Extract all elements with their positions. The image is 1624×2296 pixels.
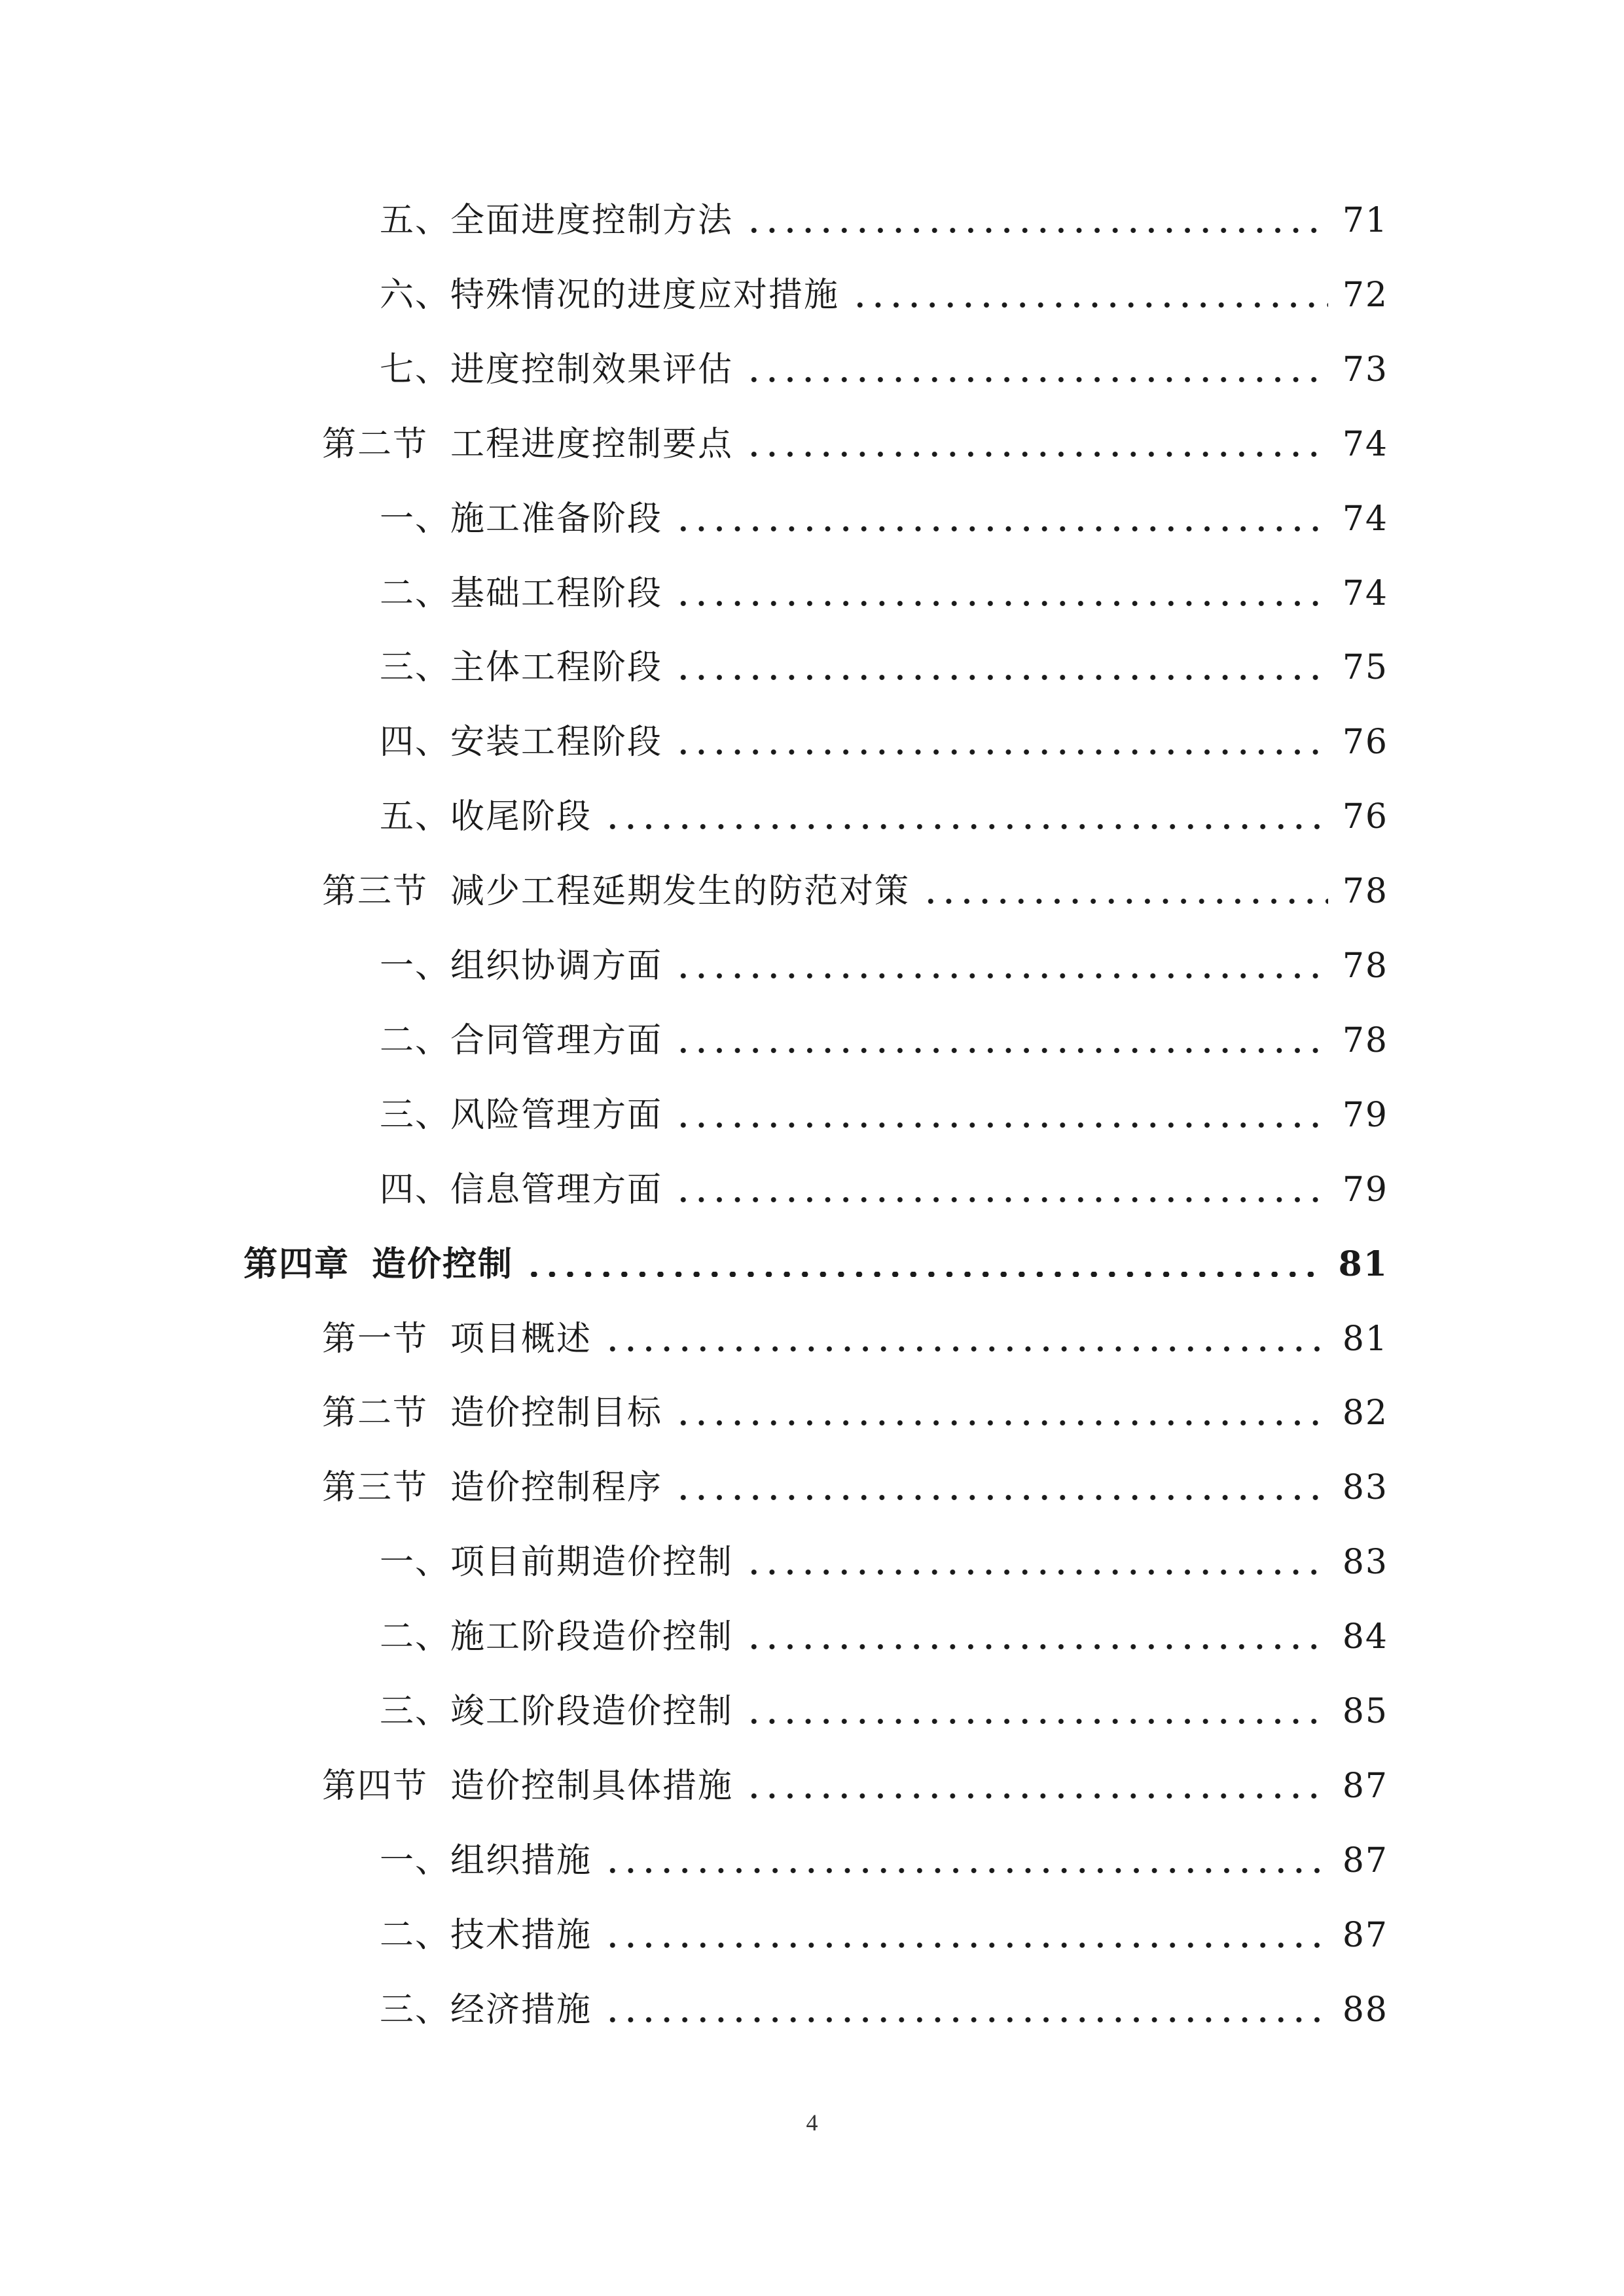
toc-entry[interactable]	[380, 1160, 1388, 1219]
page-number: 4	[806, 2109, 818, 2136]
dot-leader	[604, 824, 1328, 829]
toc-entry-page-number: 84	[1342, 1617, 1388, 1657]
toc-entry-prefix: 第四节	[322, 1767, 429, 1806]
toc-entry-title: 项目前期造价控制	[450, 1543, 734, 1582]
dot-leader	[674, 601, 1328, 606]
toc-entry-prefix: 二、	[380, 574, 451, 613]
dot-leader	[604, 2017, 1328, 2022]
toc-entry-title: 项目概述	[450, 1319, 592, 1359]
toc-entry-title: 主体工程阶段	[450, 648, 663, 687]
toc-entry-title: 造价控制具体措施	[450, 1767, 734, 1806]
toc-entry-page-number: 74	[1342, 499, 1388, 539]
toc-entry-prefix: 一、	[380, 499, 451, 539]
toc-entry-page-number: 78	[1342, 872, 1388, 911]
toc-entry-title: 经济措施	[450, 1990, 592, 2030]
toc-entry-prefix: 第三节	[322, 872, 429, 911]
toc-entry-title: 造价控制目标	[450, 1393, 663, 1433]
toc-entry[interactable]	[380, 1906, 1388, 1965]
toc-entry-prefix: 三、	[380, 1692, 451, 1731]
dot-leader	[745, 1793, 1328, 1799]
dot-leader	[525, 1272, 1324, 1277]
toc-entry[interactable]	[380, 713, 1388, 772]
toc-entry-page-number: 72	[1342, 276, 1388, 315]
toc-entry-title: 竣工阶段造价控制	[450, 1692, 734, 1731]
toc-entry-page-number: 85	[1342, 1692, 1388, 1731]
toc-entry[interactable]	[380, 1533, 1388, 1592]
dot-leader	[674, 1048, 1328, 1053]
toc-entry-title: 造价控制程序	[450, 1468, 663, 1507]
dot-leader	[745, 1570, 1328, 1575]
toc-entry[interactable]	[244, 1235, 1388, 1294]
toc-entry[interactable]	[380, 787, 1388, 846]
toc-entry-title: 风险管理方面	[450, 1096, 663, 1135]
toc-entry-page-number: 73	[1342, 350, 1388, 389]
toc-entry[interactable]	[322, 1757, 1388, 1816]
toc-entry-title: 工程进度控制要点	[450, 425, 734, 464]
toc-entry-prefix: 第二节	[322, 1393, 429, 1433]
toc-entry[interactable]	[380, 191, 1388, 250]
toc-entry-page-number: 79	[1342, 1096, 1388, 1135]
toc-entry-prefix: 七、	[380, 350, 451, 389]
toc-entry[interactable]	[322, 1384, 1388, 1443]
toc-entry-title: 收尾阶段	[450, 797, 592, 836]
dot-leader	[674, 1495, 1328, 1500]
dot-leader	[674, 526, 1328, 531]
toc-entry-prefix: 五、	[380, 797, 451, 836]
toc-entry-title: 技术措施	[450, 1916, 592, 1955]
dot-leader	[745, 1644, 1328, 1649]
toc-entry-title: 进度控制效果评估	[450, 350, 734, 389]
toc-entry[interactable]	[380, 1607, 1388, 1666]
toc-entry-page-number: 83	[1342, 1543, 1388, 1582]
toc-entry-prefix: 二、	[380, 1021, 451, 1060]
toc-entry-title: 组织协调方面	[450, 946, 663, 986]
toc-entry[interactable]	[380, 266, 1388, 325]
toc-entry-title: 合同管理方面	[450, 1021, 663, 1060]
toc-entry-page-number: 88	[1342, 1990, 1388, 2030]
toc-entry-page-number: 81	[1338, 1244, 1388, 1284]
dot-leader	[604, 1943, 1328, 1948]
toc-entry-title: 基础工程阶段	[450, 574, 663, 613]
toc-entry[interactable]	[380, 490, 1388, 548]
dot-leader	[674, 1420, 1328, 1426]
toc-entry-page-number: 75	[1342, 648, 1388, 687]
toc-entry-title: 施工阶段造价控制	[450, 1617, 734, 1657]
toc-entry-prefix: 三、	[380, 648, 451, 687]
toc-entry-prefix: 一、	[380, 946, 451, 986]
dot-leader	[922, 899, 1328, 904]
dot-leader	[851, 302, 1328, 308]
toc-entry-prefix: 三、	[380, 1990, 451, 2030]
toc-entry[interactable]	[322, 862, 1388, 921]
toc-entry-title: 特殊情况的进度应对措施	[450, 276, 840, 315]
toc-entry-page-number: 87	[1342, 1767, 1388, 1806]
dot-leader	[745, 452, 1328, 457]
toc-entry-prefix: 四、	[380, 1170, 451, 1210]
toc-entry-prefix: 一、	[380, 1543, 451, 1582]
toc-entry[interactable]	[322, 415, 1388, 474]
dot-leader	[674, 1122, 1328, 1128]
toc-entry-page-number: 71	[1342, 201, 1388, 240]
toc-entry[interactable]	[380, 564, 1388, 623]
toc-entry-page-number: 87	[1342, 1916, 1388, 1955]
toc-entry-page-number: 79	[1342, 1170, 1388, 1210]
toc-entry-title: 信息管理方面	[450, 1170, 663, 1210]
toc-entry-page-number: 81	[1342, 1319, 1388, 1359]
toc-entry[interactable]	[380, 1682, 1388, 1741]
dot-leader	[604, 1346, 1328, 1352]
toc-entry-prefix: 二、	[380, 1916, 451, 1955]
dot-leader	[745, 228, 1328, 233]
toc-entry-prefix: 第二节	[322, 425, 429, 464]
dot-leader	[674, 675, 1328, 680]
toc-entry[interactable]	[322, 1310, 1388, 1369]
toc-entry-page-number: 76	[1342, 797, 1388, 836]
toc-entry[interactable]	[322, 1458, 1388, 1517]
dot-leader	[604, 1868, 1328, 1873]
toc-entry-prefix: 五、	[380, 201, 451, 240]
dot-leader	[745, 1719, 1328, 1724]
toc-entry[interactable]	[380, 1981, 1388, 2039]
toc-entry-prefix: 第四章	[244, 1244, 350, 1284]
toc-entry-page-number: 78	[1342, 1021, 1388, 1060]
toc-entry[interactable]	[380, 340, 1388, 399]
dot-leader	[674, 973, 1328, 978]
toc-entry[interactable]	[380, 1831, 1388, 1890]
toc-entry-page-number: 78	[1342, 946, 1388, 986]
toc-entry[interactable]	[380, 937, 1388, 996]
toc-entry-page-number: 82	[1342, 1393, 1388, 1433]
toc-entry-prefix: 第一节	[322, 1319, 429, 1359]
toc-entry-title: 组织措施	[450, 1841, 592, 1880]
toc-entry-prefix: 一、	[380, 1841, 451, 1880]
toc-entry[interactable]	[380, 1086, 1388, 1145]
toc-entry-title: 减少工程延期发生的防范对策	[450, 872, 911, 911]
dot-leader	[745, 377, 1328, 382]
toc-entry-prefix: 四、	[380, 723, 451, 762]
toc-entry-page-number: 87	[1342, 1841, 1388, 1880]
toc-entry-page-number: 83	[1342, 1468, 1388, 1507]
toc-entry[interactable]	[380, 638, 1388, 697]
dot-leader	[674, 749, 1328, 755]
toc-entry-page-number: 74	[1342, 574, 1388, 613]
toc-entry-title: 造价控制	[372, 1244, 514, 1284]
toc-entry-page-number: 76	[1342, 723, 1388, 762]
toc-entry-prefix: 二、	[380, 1617, 451, 1657]
dot-leader	[674, 1197, 1328, 1202]
toc-entry-prefix: 六、	[380, 276, 451, 315]
toc-entry-title: 安装工程阶段	[450, 723, 663, 762]
toc-entry-page-number: 74	[1342, 425, 1388, 464]
toc-entry-title: 施工准备阶段	[450, 499, 663, 539]
toc-entry-title: 全面进度控制方法	[450, 201, 734, 240]
toc-entry-prefix: 第三节	[322, 1468, 429, 1507]
toc-entry[interactable]	[380, 1011, 1388, 1070]
toc-entry-prefix: 三、	[380, 1096, 451, 1135]
